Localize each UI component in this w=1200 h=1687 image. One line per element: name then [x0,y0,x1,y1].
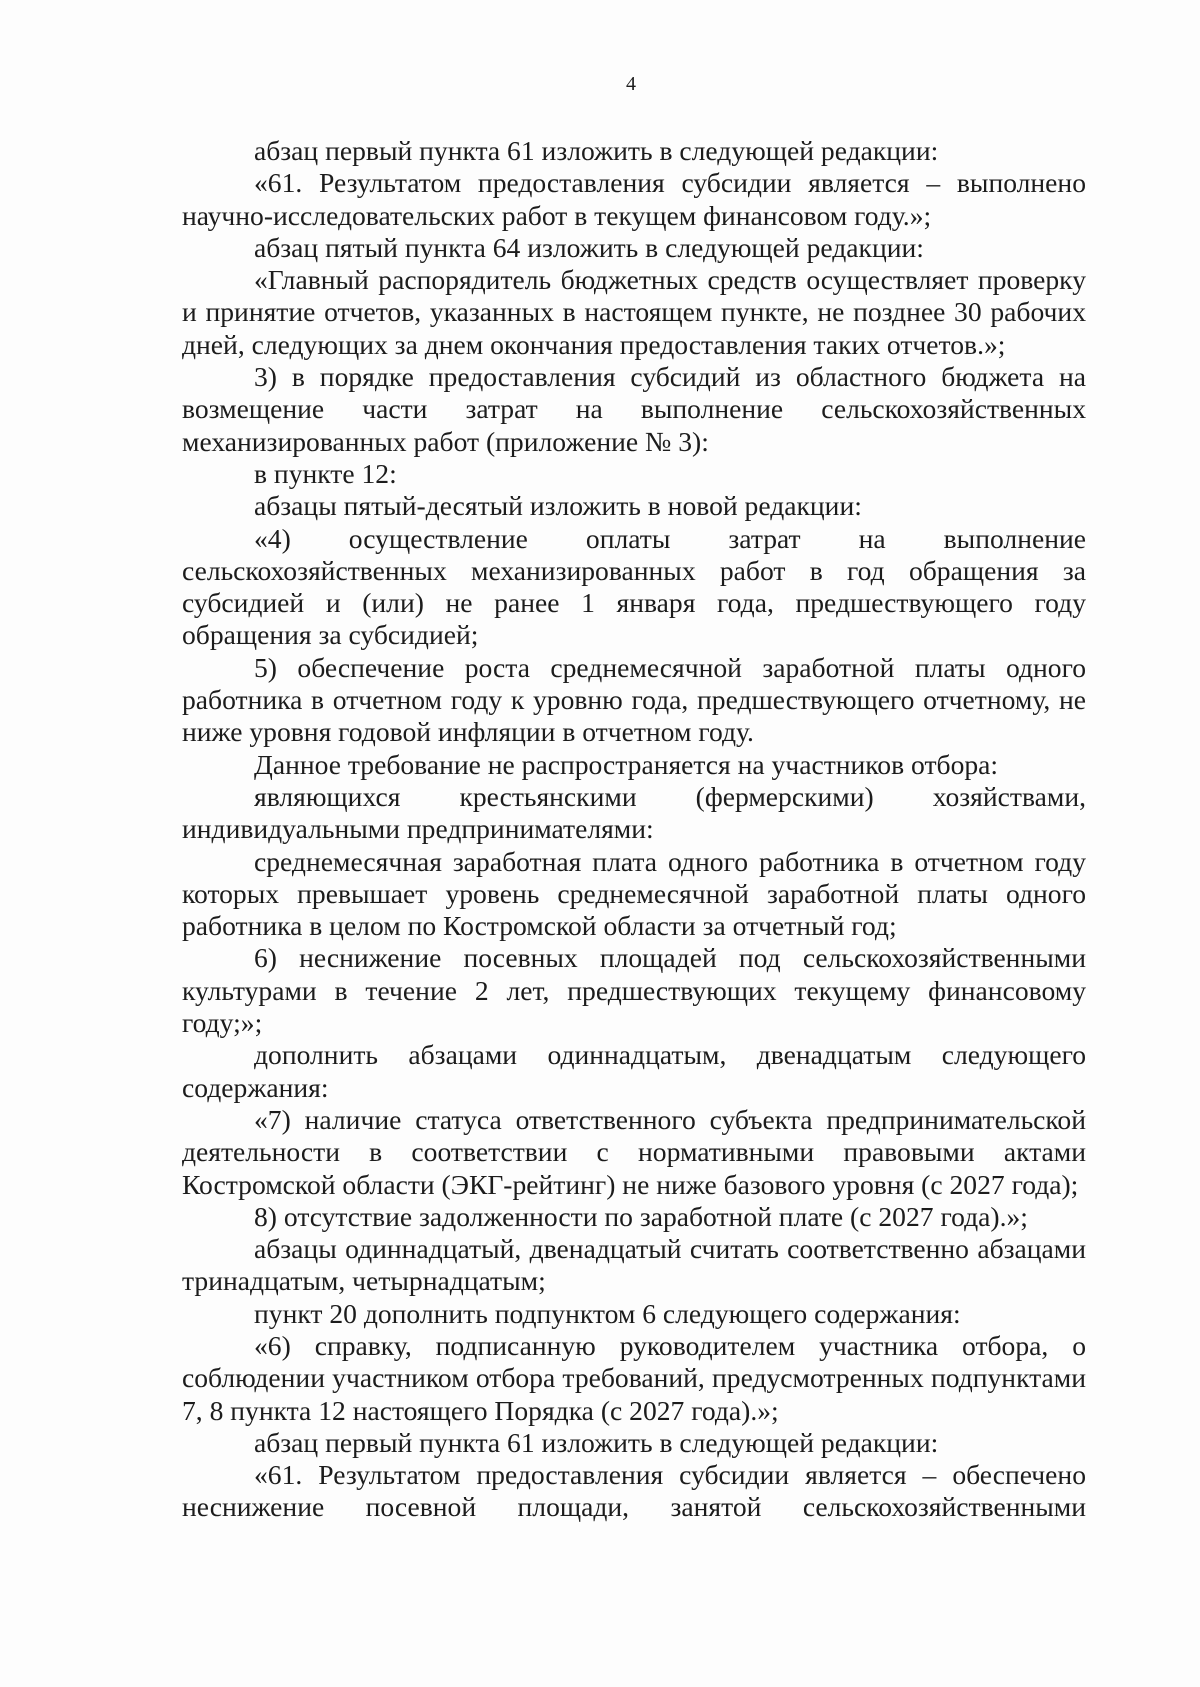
paragraph: «61. Результатом предоставления субсидии является – выполнено научно-исследовательских работ в текущем финансовом году.»; [182,167,1086,231]
paragraph: «Главный распорядитель бюджетных средств осуществляет проверку и принятие отчетов, указанных в настоящем пункте, не позднее 30 рабочих дней, следующих за днем окончания предоставления таких отчетов.»; [182,264,1086,360]
paragraph: абзац первый пункта 61 изложить в следующей редакции: [254,1426,939,1458]
paragraph: 8) отсутствие задолженности по заработной плате (с 2027 года).»; [254,1200,1028,1232]
paragraph: 3) в порядке предоставления субсидий из областного бюджета на возмещение части затрат на выполнение сельскохозяйственных механизированных работ (приложение № 3): [182,361,1086,457]
paragraph: 6) неснижение посевных площадей под сельскохозяйственными культурами в течение 2 лет, предшествующих текущему финансовому году;»; [182,942,1086,1039]
paragraph: среднемесячная заработная плата одного работника в отчетном году которых превышает уровень среднемесячной заработной платы одного работника в целом по Костромской области за отчетный год; [182,845,1086,942]
page-number: 4 [626,73,636,95]
paragraph: Данное требование не распространяется на участников отбора: [254,748,999,780]
paragraph: «7) наличие статуса ответственного субъекта предпринимательской деятельности в соответствии с нормативными правовыми актами Костромской области (ЭКГ-рейтинг) не ниже базового уровня (с 2027 года); [182,1103,1086,1200]
document-body [182,135,1086,1524]
paragraph: «61. Результатом предоставления субсидии является – обеспечено неснижение посевной площади, занятой сельскохозяйственными [182,1459,1086,1523]
paragraph: «4) осуществление оплаты затрат на выполнение сельскохозяйственных механизированных работ в год обращения за субсидией и (или) не ранее 1 января года, предшествующего году обращения за субсидией; [182,522,1086,651]
paragraph: 5) обеспечение роста среднемесячной заработной платы одного работника в отчетном году к уровню года, предшествующего отчетному, не ниже уровня годовой инфляции в отчетном году. [182,651,1086,748]
paragraph: «6) справку, подписанную руководителем участника отбора, о соблюдении участником отбора требований, предусмотренных подпунктами 7, 8 пункта 12 настоящего Порядка (с 2027 года).»; [182,1329,1086,1426]
paragraph: абзац пятый пункта 64 изложить в следующей редакции: [254,231,924,263]
paragraph: являющихся крестьянскими (фермерскими) хозяйствами, индивидуальными предпринимателями: [182,780,1086,845]
paragraph: абзацы одиннадцатый, двенадцатый считать соответственно абзацами тринадцатым, четырнадцатым; [182,1233,1086,1297]
paragraph: абзацы пятый-десятый изложить в новой редакции: [254,490,862,522]
paragraph: дополнить абзацами одиннадцатым, двенадцатым следующего содержания: [182,1039,1086,1103]
paragraph: абзац первый пункта 61 изложить в следующей редакции: [254,135,939,166]
paragraph: в пункте 12: [254,457,397,489]
paragraph: пункт 20 дополнить подпунктом 6 следующего содержания: [254,1297,961,1329]
